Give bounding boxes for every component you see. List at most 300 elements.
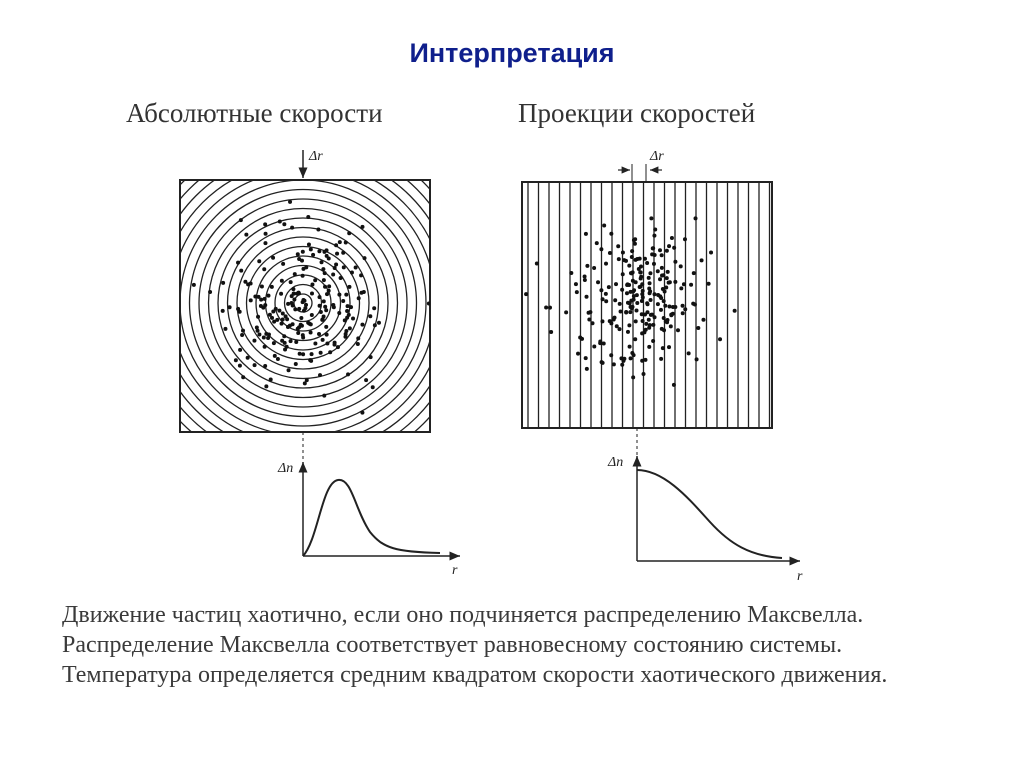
particle-dot bbox=[333, 343, 337, 347]
maxwell-speed-curve-plot bbox=[277, 461, 460, 578]
particle-dot bbox=[241, 329, 245, 333]
particle-dot bbox=[621, 251, 625, 255]
particle-dot bbox=[692, 271, 696, 275]
particle-dot bbox=[270, 316, 274, 320]
particle-dot bbox=[287, 368, 291, 372]
particle-dot bbox=[246, 356, 250, 360]
particle-dot bbox=[325, 342, 329, 346]
particle-dots-projection bbox=[524, 216, 737, 387]
particle-dot bbox=[276, 357, 280, 361]
particle-dot bbox=[609, 321, 613, 325]
particle-dot bbox=[670, 236, 674, 240]
distribution-curve bbox=[303, 480, 440, 556]
particle-dot bbox=[622, 357, 626, 361]
particle-dot bbox=[309, 322, 313, 326]
particle-dot bbox=[652, 262, 656, 266]
particle-dot bbox=[643, 257, 647, 261]
particle-dot bbox=[240, 333, 244, 337]
particle-dot bbox=[627, 323, 631, 327]
particle-dot bbox=[282, 222, 286, 226]
particle-dot bbox=[620, 288, 624, 292]
particle-dot bbox=[327, 284, 331, 288]
particle-dot bbox=[301, 352, 305, 356]
particle-dot bbox=[313, 341, 317, 345]
particle-dot bbox=[681, 304, 685, 308]
particle-dot bbox=[666, 270, 670, 274]
particle-dot bbox=[608, 251, 612, 255]
particle-dot bbox=[249, 298, 253, 302]
particle-dot bbox=[271, 309, 275, 313]
particle-dot bbox=[667, 345, 671, 349]
particle-dot bbox=[322, 394, 326, 398]
particle-dot bbox=[648, 291, 652, 295]
particle-dot bbox=[359, 273, 363, 277]
particle-dot bbox=[289, 339, 293, 343]
particle-dot bbox=[630, 306, 634, 310]
particle-dot bbox=[360, 323, 364, 327]
particle-dot bbox=[239, 218, 243, 222]
particle-dot bbox=[280, 339, 284, 343]
particle-dot bbox=[662, 299, 666, 303]
particle-dot bbox=[667, 305, 671, 309]
particle-dot bbox=[322, 278, 326, 282]
particle-dot bbox=[634, 258, 638, 262]
particle-dot bbox=[643, 312, 647, 316]
particle-dot bbox=[574, 282, 578, 286]
particle-dot bbox=[681, 311, 685, 315]
particle-dot bbox=[585, 295, 589, 299]
particle-dot bbox=[323, 271, 327, 275]
particle-dot bbox=[347, 285, 351, 289]
particle-dot bbox=[272, 341, 276, 345]
particle-dot bbox=[642, 372, 646, 376]
y-axis-label: Δn bbox=[278, 461, 294, 476]
particle-dot bbox=[617, 327, 621, 331]
particle-dot bbox=[350, 271, 354, 275]
particle-dot bbox=[303, 381, 307, 385]
particle-dot bbox=[281, 318, 285, 322]
particle-dot bbox=[257, 259, 261, 263]
particle-dot bbox=[653, 315, 657, 319]
particle-dot bbox=[141, 348, 145, 352]
particle-dot bbox=[238, 364, 242, 368]
particle-dot bbox=[192, 283, 196, 287]
particle-dot bbox=[709, 250, 713, 254]
particle-dot bbox=[651, 246, 655, 250]
particle-dot bbox=[208, 290, 212, 294]
particle-dot bbox=[630, 249, 634, 253]
particle-dot bbox=[647, 287, 651, 291]
particle-dot bbox=[313, 278, 317, 282]
particle-dot bbox=[584, 232, 588, 236]
particle-dot bbox=[286, 302, 290, 306]
particle-dot bbox=[288, 200, 292, 204]
particle-dot bbox=[602, 341, 606, 345]
particle-dot bbox=[661, 346, 665, 350]
particle-dot bbox=[673, 280, 677, 284]
particle-dot bbox=[617, 257, 621, 261]
particle-dot bbox=[286, 325, 290, 329]
particle-dot bbox=[345, 309, 349, 313]
particle-dot bbox=[649, 216, 653, 220]
particle-dot bbox=[624, 259, 628, 263]
particle-dot bbox=[239, 269, 243, 273]
particle-dot bbox=[266, 294, 270, 298]
particle-dot bbox=[644, 328, 648, 332]
particle-dot bbox=[631, 290, 635, 294]
particle-dot bbox=[293, 272, 297, 276]
particle-dot bbox=[299, 316, 303, 320]
particle-dot bbox=[321, 267, 325, 271]
particle-dot bbox=[342, 265, 346, 269]
particle-dot bbox=[294, 340, 298, 344]
caption-text: Движение частиц хаотично, если оно подчиняется распределению Максвелла. Распределение Максвелла соответствует равновесному состоянию системы. Температура определяется средним квадратом скорости хаотического движения. bbox=[62, 602, 888, 688]
particle-dot bbox=[336, 345, 340, 349]
particle-dot bbox=[612, 362, 616, 366]
projection-curve bbox=[637, 470, 782, 558]
particle-dot bbox=[324, 325, 328, 329]
particle-dot bbox=[369, 355, 373, 359]
particle-dot bbox=[317, 332, 321, 336]
particle-dot bbox=[293, 307, 297, 311]
particle-dot bbox=[238, 348, 242, 352]
particle-dot bbox=[264, 232, 268, 236]
particle-dot bbox=[669, 313, 673, 317]
particle-dot bbox=[700, 258, 704, 262]
projection-panel bbox=[522, 149, 772, 462]
particle-dot bbox=[656, 293, 660, 297]
particle-dot bbox=[651, 323, 655, 327]
particle-dot bbox=[646, 302, 650, 306]
projection-curve-plot bbox=[607, 455, 803, 584]
particle-dot bbox=[368, 314, 372, 318]
particle-dot bbox=[221, 281, 225, 285]
particle-dot bbox=[290, 301, 294, 305]
particle-dot bbox=[701, 318, 705, 322]
particle-dot bbox=[647, 276, 651, 280]
particle-dot bbox=[633, 242, 637, 246]
particle-dot bbox=[344, 293, 348, 297]
particle-dot bbox=[613, 298, 617, 302]
particle-dot bbox=[297, 307, 301, 311]
particle-dot bbox=[262, 267, 266, 271]
particle-dot bbox=[604, 262, 608, 266]
particle-dot bbox=[694, 216, 698, 220]
particle-dot bbox=[341, 299, 345, 303]
particle-dot bbox=[241, 375, 245, 379]
particle-dot bbox=[683, 237, 687, 241]
particle-dot bbox=[273, 354, 277, 358]
particle-dot bbox=[620, 363, 624, 367]
particle-dot bbox=[338, 240, 342, 244]
particle-dot bbox=[635, 301, 639, 305]
particle-dot bbox=[301, 333, 305, 337]
particle-dot bbox=[679, 286, 683, 290]
particle-dot bbox=[624, 311, 628, 315]
particle-dot bbox=[301, 250, 305, 254]
particle-dot bbox=[630, 255, 634, 259]
particle-dot bbox=[601, 361, 605, 365]
particle-dot bbox=[626, 330, 630, 334]
particle-dot bbox=[310, 313, 314, 317]
particle-dot bbox=[363, 256, 367, 260]
particle-dot bbox=[671, 305, 675, 309]
particle-dot bbox=[583, 275, 587, 279]
particle-dot bbox=[289, 280, 293, 284]
particle-dot bbox=[317, 249, 321, 253]
particle-dot bbox=[318, 304, 322, 308]
particle-dot bbox=[599, 288, 603, 292]
particle-dot bbox=[349, 305, 353, 309]
x-axis-label-projection: r bbox=[797, 569, 803, 584]
particle-dot bbox=[653, 227, 657, 231]
particle-dot bbox=[249, 281, 253, 285]
particle-dot bbox=[244, 233, 248, 237]
particle-dot bbox=[644, 322, 648, 326]
particle-dot bbox=[324, 308, 328, 312]
particle-dot bbox=[601, 297, 605, 301]
particle-dot bbox=[253, 363, 257, 367]
particle-dot bbox=[689, 283, 693, 287]
particle-dot bbox=[659, 308, 663, 312]
particle-dot bbox=[277, 309, 281, 313]
subtitle-absolute-speeds: Абсолютные скорости bbox=[126, 98, 383, 128]
particle-dot bbox=[718, 337, 722, 341]
particle-dot bbox=[635, 293, 639, 297]
particle-dot bbox=[256, 315, 260, 319]
x-axis-label: r bbox=[452, 563, 458, 578]
particle-dot bbox=[262, 336, 266, 340]
particle-dot bbox=[285, 317, 289, 321]
particle-dot bbox=[575, 290, 579, 294]
particle-dot bbox=[236, 307, 240, 311]
particle-dot bbox=[564, 310, 568, 314]
particle-dot bbox=[321, 338, 325, 342]
particle-dot bbox=[275, 318, 279, 322]
particle-dot bbox=[596, 280, 600, 284]
particle-dot bbox=[587, 318, 591, 322]
particle-dot bbox=[266, 336, 270, 340]
particle-dot bbox=[283, 348, 287, 352]
particle-dot bbox=[270, 285, 274, 289]
particle-dot bbox=[647, 345, 651, 349]
particle-dot bbox=[301, 267, 305, 271]
particle-dot bbox=[339, 276, 343, 280]
particle-dot bbox=[373, 323, 377, 327]
particle-dot bbox=[351, 316, 355, 320]
particle-dot bbox=[663, 289, 667, 293]
particle-dot bbox=[629, 356, 633, 360]
particle-dot bbox=[347, 231, 351, 235]
particle-dot bbox=[309, 247, 313, 251]
particle-dot bbox=[634, 319, 638, 323]
particle-dot bbox=[641, 319, 645, 323]
particle-dot bbox=[665, 318, 669, 322]
particle-dot bbox=[588, 310, 592, 314]
particle-dot bbox=[341, 251, 345, 255]
particle-dot bbox=[291, 322, 295, 326]
particle-dot bbox=[659, 357, 663, 361]
particle-dot bbox=[625, 283, 629, 287]
particle-dot bbox=[600, 319, 604, 323]
particle-dot bbox=[633, 337, 637, 341]
particle-dot bbox=[267, 332, 271, 336]
particle-dot bbox=[360, 411, 364, 415]
particle-dot bbox=[665, 276, 669, 280]
particle-dot bbox=[682, 282, 686, 286]
particle-dot bbox=[643, 358, 647, 362]
particle-dot bbox=[598, 340, 602, 344]
particle-dot bbox=[658, 248, 662, 252]
particle-dot bbox=[604, 292, 608, 296]
particle-dot bbox=[344, 332, 348, 336]
y-axis-label-projection: Δn bbox=[608, 455, 624, 470]
particle-dot bbox=[310, 292, 314, 296]
particle-dot bbox=[609, 232, 613, 236]
particle-dot bbox=[609, 353, 613, 357]
particle-dot bbox=[707, 282, 711, 286]
particle-dot bbox=[585, 367, 589, 371]
particle-dot bbox=[663, 304, 667, 308]
particle-dot bbox=[535, 261, 539, 265]
particle-dot bbox=[290, 135, 294, 139]
particle-dot bbox=[319, 351, 323, 355]
particle-dot bbox=[325, 333, 329, 337]
particle-dot bbox=[659, 296, 663, 300]
particle-dot bbox=[301, 274, 305, 278]
particle-dot bbox=[334, 243, 338, 247]
particle-dot bbox=[310, 352, 314, 356]
particle-dot bbox=[653, 253, 657, 257]
particle-dot bbox=[356, 342, 360, 346]
particle-dot bbox=[630, 351, 634, 355]
particle-dot bbox=[595, 241, 599, 245]
particle-dot bbox=[263, 345, 267, 349]
particle-dot bbox=[307, 243, 311, 247]
particle-dot bbox=[592, 266, 596, 270]
particle-dot bbox=[578, 336, 582, 340]
particle-dot bbox=[733, 309, 737, 313]
particle-dot bbox=[669, 324, 673, 328]
particle-dot bbox=[576, 352, 580, 356]
particle-dot bbox=[641, 289, 645, 293]
subtitle-speed-projections: Проекции скоростей bbox=[518, 98, 756, 128]
particle-dot bbox=[619, 310, 623, 314]
particle-dot bbox=[360, 225, 364, 229]
particle-dot bbox=[377, 321, 381, 325]
delta-r-label-projection: Δr bbox=[650, 149, 664, 164]
particle-dot bbox=[676, 328, 680, 332]
particle-dot bbox=[649, 298, 653, 302]
particle-dot bbox=[302, 309, 306, 313]
particle-dot bbox=[302, 299, 306, 303]
slide-title: Интерпретация bbox=[409, 38, 615, 68]
particle-dot bbox=[257, 332, 261, 336]
particle-dot bbox=[625, 291, 629, 295]
particle-dot bbox=[263, 241, 267, 245]
particle-dot bbox=[279, 292, 283, 296]
particle-dot bbox=[298, 352, 302, 356]
particle-dot bbox=[604, 299, 608, 303]
particle-dot bbox=[544, 305, 548, 309]
particle-dot bbox=[660, 253, 664, 257]
particle-dot bbox=[662, 316, 666, 320]
particle-dot bbox=[687, 351, 691, 355]
particle-dot bbox=[264, 384, 268, 388]
particle-dot bbox=[252, 339, 256, 343]
particle-dot bbox=[653, 292, 657, 296]
particle-dot bbox=[331, 303, 335, 307]
particle-dot bbox=[280, 279, 284, 283]
particle-dot bbox=[649, 313, 653, 317]
particle-dot bbox=[602, 224, 606, 228]
particle-dot bbox=[357, 296, 361, 300]
particle-dot bbox=[335, 252, 339, 256]
particle-dot bbox=[278, 220, 282, 224]
particle-dot bbox=[348, 326, 352, 330]
particle-dot bbox=[632, 238, 636, 242]
particle-dot bbox=[325, 248, 329, 252]
particle-dot bbox=[243, 280, 247, 284]
particle-dot bbox=[640, 299, 644, 303]
particle-dot bbox=[668, 280, 672, 284]
particle-dot bbox=[647, 326, 651, 330]
particle-dot bbox=[631, 375, 635, 379]
particle-dot bbox=[611, 318, 615, 322]
particle-dot bbox=[696, 326, 700, 330]
particle-dot bbox=[656, 269, 660, 273]
particle-dot bbox=[269, 377, 273, 381]
particle-dot bbox=[331, 273, 335, 277]
particle-dot bbox=[309, 330, 313, 334]
particle-dot bbox=[320, 260, 324, 264]
particle-dot bbox=[271, 256, 275, 260]
particle-dot bbox=[325, 254, 329, 258]
particle-dots-absolute bbox=[141, 135, 431, 415]
particle-dot bbox=[372, 306, 376, 310]
particle-dot bbox=[627, 264, 631, 268]
particle-dot bbox=[591, 321, 595, 325]
particle-dot bbox=[673, 260, 677, 264]
particle-dot bbox=[356, 336, 360, 340]
particle-dot bbox=[614, 282, 618, 286]
particle-dot bbox=[645, 261, 649, 265]
particle-dot bbox=[236, 261, 240, 265]
particle-dot bbox=[524, 292, 528, 296]
particle-dot bbox=[693, 302, 697, 306]
particle-dot bbox=[263, 303, 267, 307]
particle-dot bbox=[297, 291, 301, 295]
particle-dot bbox=[618, 302, 622, 306]
particle-dot bbox=[306, 215, 310, 219]
particle-dot bbox=[311, 253, 315, 257]
particle-dot bbox=[344, 240, 348, 244]
particle-dot bbox=[607, 285, 611, 289]
particle-dot bbox=[294, 362, 298, 366]
particle-dot bbox=[280, 322, 284, 326]
particle-dot bbox=[320, 318, 324, 322]
particle-dot bbox=[371, 385, 375, 389]
particle-dot bbox=[234, 358, 238, 362]
particle-dot bbox=[260, 284, 264, 288]
particle-dot bbox=[291, 287, 295, 291]
particle-dot bbox=[548, 306, 552, 310]
particle-dot bbox=[665, 249, 669, 253]
particle-dot bbox=[257, 295, 261, 299]
particle-dot bbox=[583, 278, 587, 282]
particle-dot bbox=[228, 305, 232, 309]
particle-dot bbox=[647, 318, 651, 322]
